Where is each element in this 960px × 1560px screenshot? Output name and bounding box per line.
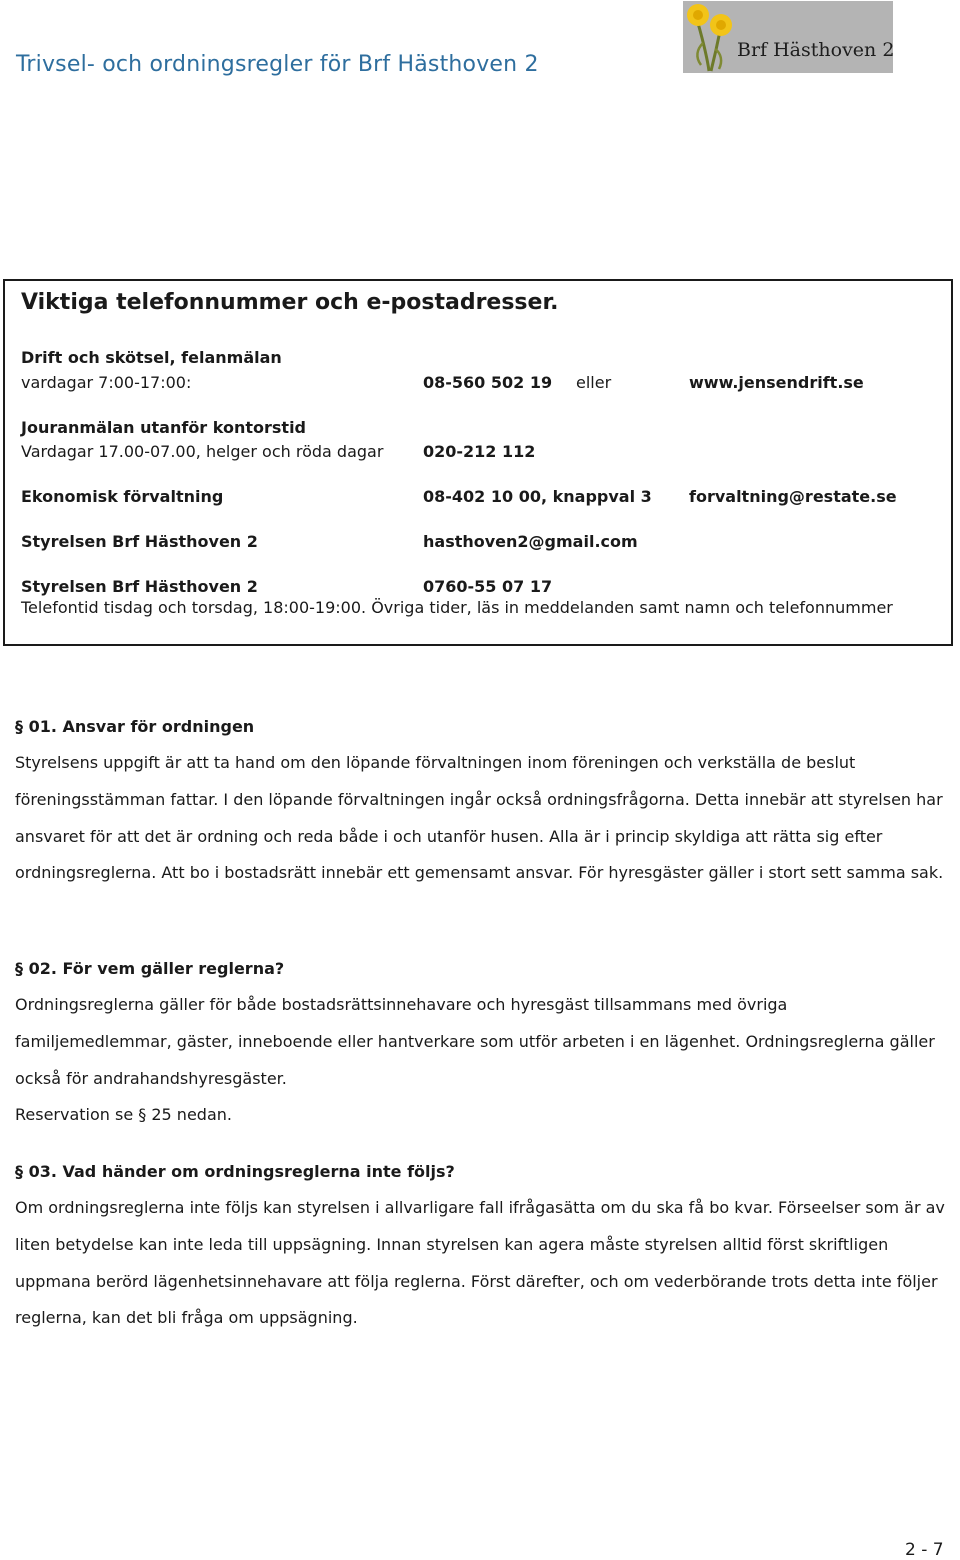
section-02-heading: § 02. För vem gäller reglerna? <box>15 959 285 978</box>
drift-web-link[interactable]: www.jensendrift.se <box>689 373 864 392</box>
board-phone: 0760-55 07 17 <box>423 577 553 596</box>
flower-logo-icon <box>683 1 753 73</box>
board-email-label: Styrelsen Brf Hästhoven 2 <box>21 532 258 551</box>
jour-title: Jouranmälan utanför kontorstid <box>21 418 306 437</box>
board-phone-note: Telefontid tisdag och torsdag, 18:00-19:00. Övriga tider, läs in meddelanden samt namn och telefonnummer <box>21 598 893 617</box>
page-number: 2 - 7 <box>905 1540 944 1560</box>
section-02-reservation: Reservation se § 25 nedan. <box>15 1105 232 1124</box>
drift-hours: vardagar 7:00-17:00: <box>21 373 192 392</box>
contact-box-heading: Viktiga telefonnummer och e-postadresser. <box>21 290 559 315</box>
economy-label: Ekonomisk förvaltning <box>21 487 224 506</box>
document-title: Trivsel- och ordningsregler för Brf Hästhoven 2 <box>16 52 539 77</box>
section-02-paragraph: Ordningsreglerna gäller för både bostadsrättsinnehavare och hyresgäst tillsammans med övriga familjemedlemmar, gäster, inneboende eller hantverkare som utför arbeten i en lägenhet. Ordningsreglerna gäller också för andrahandshyresgäster. <box>15 995 935 1088</box>
drift-phone: 08-560 502 19 <box>423 373 553 392</box>
jour-phone: 020-212 112 <box>423 442 536 461</box>
section-01-paragraph: Styrelsens uppgift är att ta hand om den löpande förvaltningen inom föreningen och verkställa de beslut föreningsstämman fattar. I den löpande förvaltningen ingår också ordningsfrågorna. Detta innebär att styrelsen har ansvaret för att det är ordning och reda både i och utanför husen. Alla är i princip skyldiga att rätta sig efter ordningsreglerna. Att bo i bostadsrätt innebär ett gemensamt ansvar. För hyresgäster gäller i stort sett samma sak. <box>15 753 944 883</box>
section-01-heading: § 01. Ansvar för ordningen <box>15 717 255 736</box>
section-03-paragraph: Om ordningsreglerna inte följs kan styrelsen i allvarligare fall ifrågasätta om du ska få bo kvar. Förseelser som är av liten betydelse kan inte leda till uppsägning. Innan styrelsen kan agera måste styrelsen alltid först skriftligen uppmana berörd lägenhetsinnehavare att följa reglerna. Först därefter, och om vederbörande trots detta inte följer reglerna, kan det bli fråga om uppsägning. <box>15 1198 945 1328</box>
contact-box <box>3 279 953 646</box>
economy-phone: 08-402 10 00, knappval 3 <box>423 487 652 506</box>
board-phone-label: Styrelsen Brf Hästhoven 2 <box>21 577 258 596</box>
logo-text: Brf Hästhoven 2 <box>737 39 895 61</box>
drift-or: eller <box>576 373 612 392</box>
section-03-heading: § 03. Vad händer om ordningsreglerna inte följs? <box>15 1162 455 1181</box>
jour-hours: Vardagar 17.00-07.00, helger och röda dagar <box>21 442 384 461</box>
brf-logo <box>683 1 893 73</box>
board-email-link[interactable]: hasthoven2@gmail.com <box>423 532 638 551</box>
drift-title: Drift och skötsel, felanmälan <box>21 348 282 367</box>
economy-email-link[interactable]: forvaltning@restate.se <box>689 487 897 506</box>
